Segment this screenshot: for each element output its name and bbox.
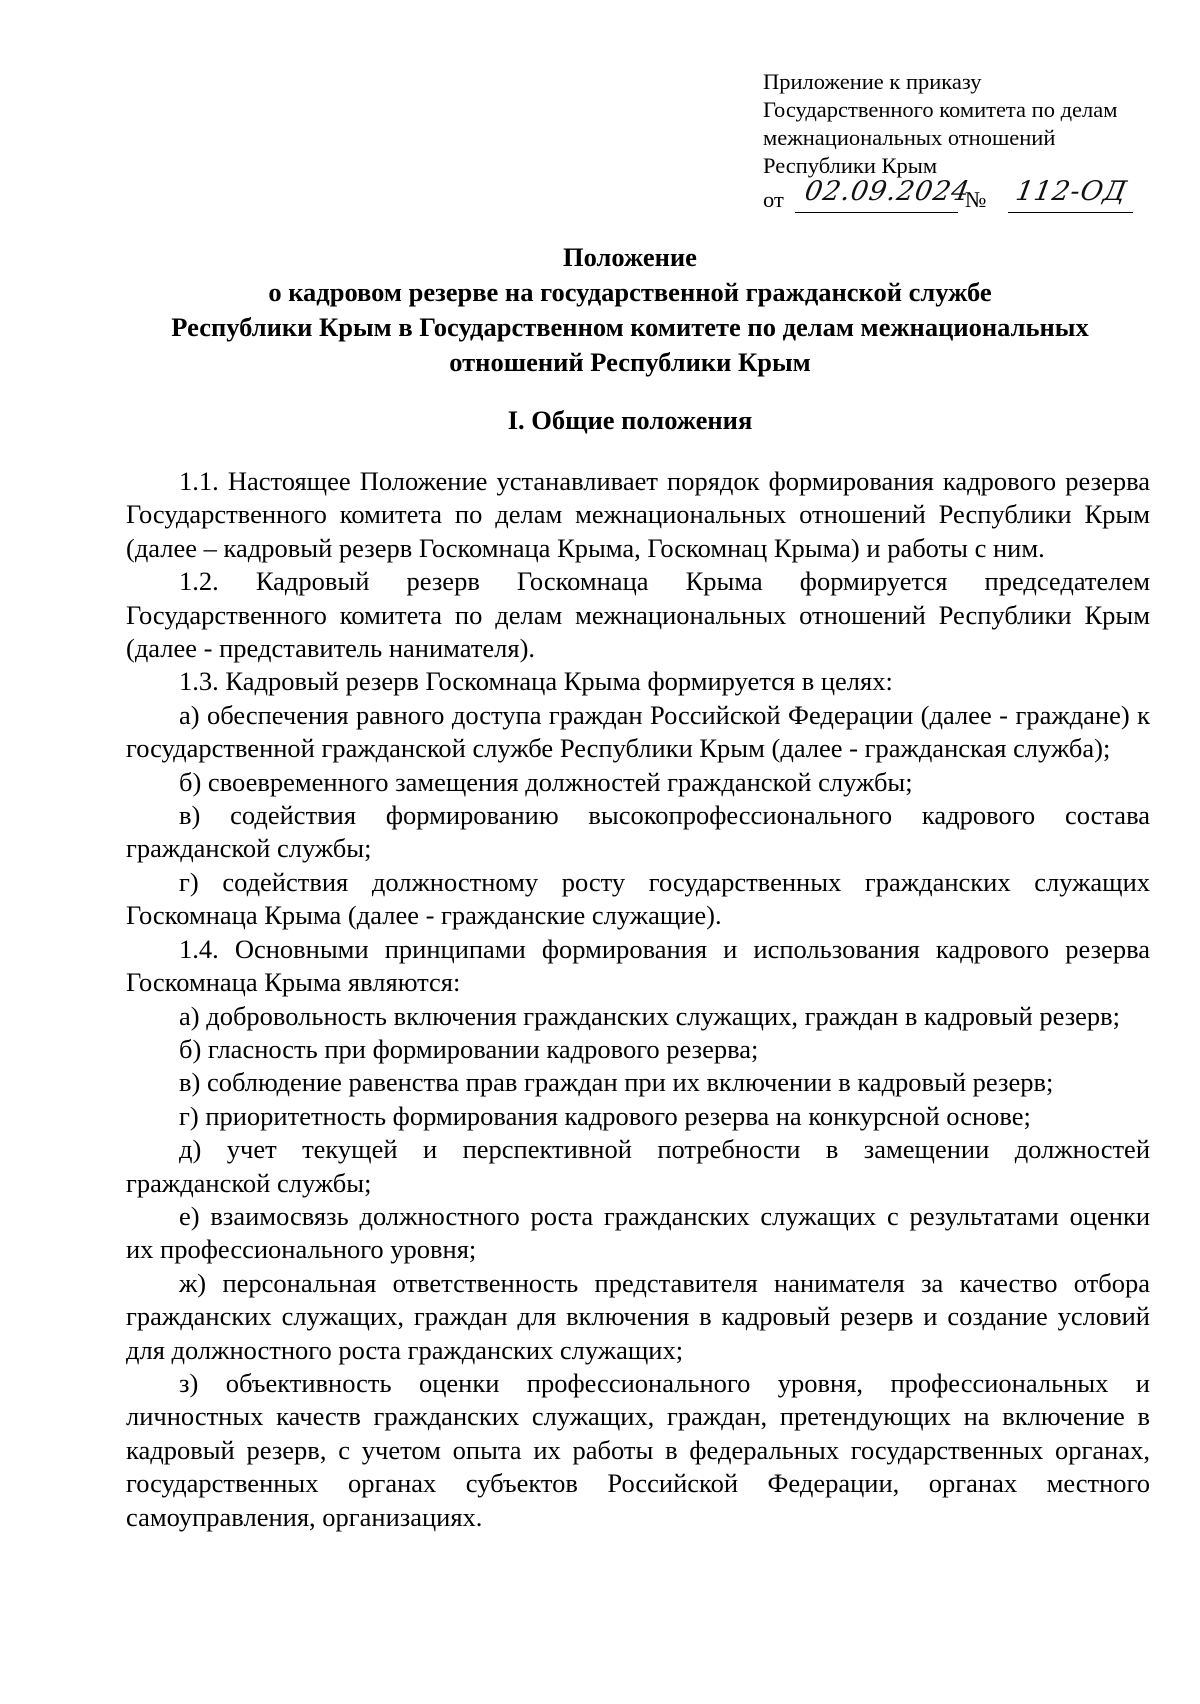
paragraph: е) взаимосвязь должностного роста гражданских служащих с результатами оценки их профессионального уровня; [126,1200,1150,1265]
title-line: о кадровом резерве на государственной гражданской службе [268,277,992,307]
document-title [90,240,1170,380]
paragraph: 1.2. Кадровый резерв Госкомнаца Крыма формируется председателем Государственного комитета по делам межнациональных отношений Республики Крым (далее - представитель нанимателя). [126,566,1150,664]
paragraph: з) объективность оценки профессионального уровня, профессиональных и личностных качеств гражданских служащих, граждан, претендующих на включение в кадровый резерв, с учетом опыта их работы в федеральных государственных органах, государственных органах субъектов Российской Федерации, органах местного самоуправления, организациях. [126,1367,1150,1532]
appendix-line: Республики Крым [763,153,938,178]
paragraph: а) обеспечения равного доступа граждан Российской Федерации (далее - граждане) к государственной гражданской службе Республики Крым (далее - гражданская служба); [126,699,1150,764]
handwritten-date: 02.09.2024 [802,176,973,207]
paragraph: ж) персональная ответственность представителя нанимателя за качество отбора гражданских служащих, граждан для включения в кадровый резерв и создание условий для должностного роста гражданских служащих; [126,1267,1150,1365]
handwritten-number: 112-ОД [1013,176,1130,207]
date-prefix: от [763,187,784,212]
paragraph: в) соблюдение равенства прав граждан при их включении в кадровый резерв; [179,1067,1054,1098]
title-line: Республики Крым в Государственном комитете по делам межнациональных [171,312,1089,342]
paragraph: а) добровольность включения гражданских служащих, граждан в кадровый резерв; [179,1000,1121,1031]
paragraph: 1.1. Настоящее Положение устанавливает порядок формирования кадрового резерва Государственного комитета по делам межнациональных отношений Республики Крым (далее – кадровый резерв Госкомнаца Крыма, Госкомнац Крыма) и работы с ним. [126,466,1150,563]
appendix-line: Приложение к приказу [763,69,982,94]
paragraph: б) гласность при формировании кадрового резерва; [179,1033,759,1064]
appendix-block [763,68,1163,216]
number-prefix: № [965,187,987,212]
paragraph: г) содействия должностному росту государственных гражданских служащих Госкомнаца Крыма (далее - гражданские служащие). [126,866,1150,931]
paragraph: д) учет текущей и перспективной потребности в замещении должностей гражданской службы; [126,1134,1150,1198]
order-number-field [1008,176,1133,213]
appendix-line: Государственного комитета по делам [763,97,1118,122]
paragraph: в) содействия формированию высокопрофессионального кадрового состава гражданской службы; [126,800,1150,864]
section-heading: I. Общие положения [507,405,753,435]
appendix-line: межнациональных отношений [763,125,1056,150]
order-date-number-line [763,176,1163,216]
paragraph: г) приоритетность формирования кадрового резерва на конкурсной основе; [179,1100,1031,1131]
document-body [126,465,1150,1534]
title-line: Положение [563,242,697,272]
order-date-field [795,176,973,213]
paragraph: б) своевременного замещения должностей гражданской службы; [179,766,913,797]
paragraph: 1.4. Основными принципами формирования и использования кадрового резерва Госкомнаца Крыма являются: [126,933,1150,998]
paragraph: 1.3. Кадровый резерв Госкомнаца Крыма формируется в целях: [179,666,893,697]
title-line: отношений Республики Крым [449,347,811,377]
